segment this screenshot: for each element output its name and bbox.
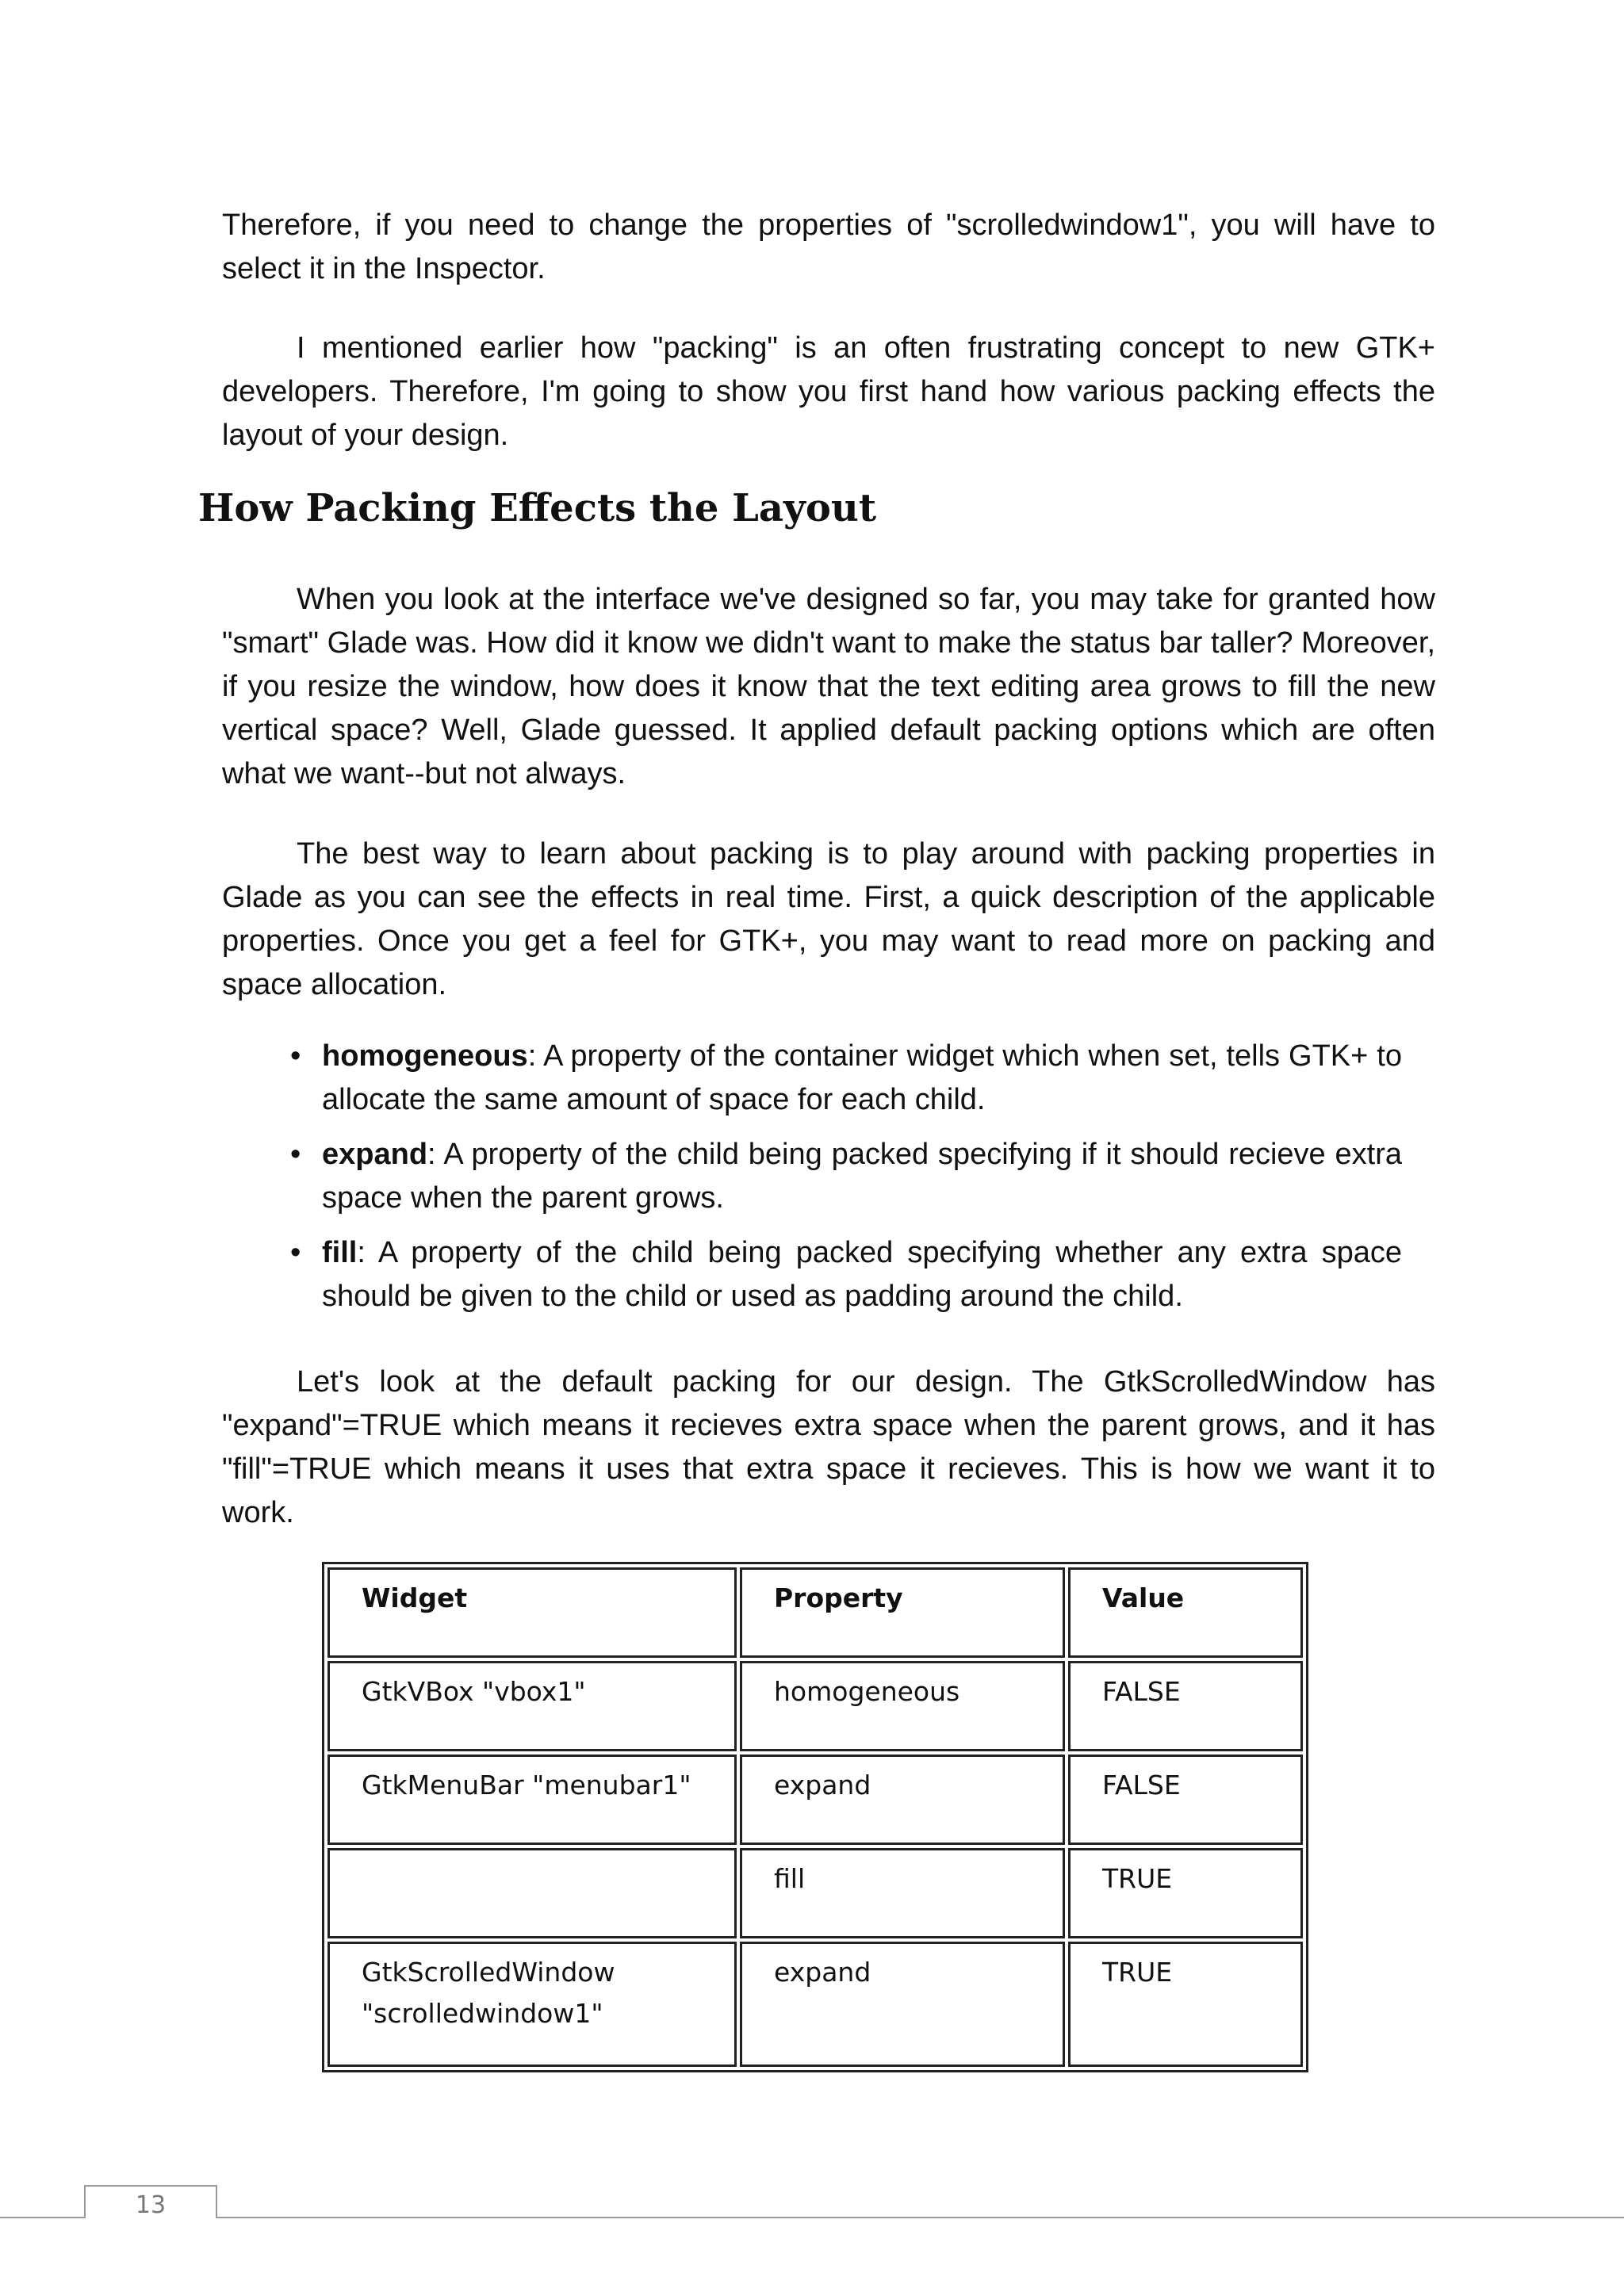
bullet-text: : A property of the child being packed specifying whether any extra space should be given to the child or used as padding around the child.: [322, 1236, 1402, 1313]
cell-value: TRUE: [1068, 1848, 1303, 1938]
paragraph-glade-guessed: When you look at the interface we've designed so far, you may take for granted how "smart" Glade was. How did it know we didn't want to make the status bar taller? Moreover, if you resize the window, how does it know that the text editing area grows to fill the new vertical space? Well, Glade guessed. It applied default packing options which are often what we want--but not always.: [222, 583, 1435, 790]
table-row: [327, 1755, 1303, 1845]
footer-rule: [0, 2217, 1624, 2218]
cell-value: TRUE: [1068, 1942, 1303, 2067]
cell-widget: GtkScrolledWindow "scrolledwindow1": [327, 1942, 737, 2067]
table-row: [327, 1942, 1303, 2067]
paragraph-learn-packing: The best way to learn about packing is to play around with packing properties in Glade as you can see the effects in real time. First, a quick description of the applicable properties. Once you get a feel for GTK+, you may want to read more on packing and space allocation.: [222, 837, 1435, 1001]
page-number: 13: [135, 2191, 167, 2219]
bullet-term: expand: [322, 1138, 428, 1171]
bullet-fill: [290, 1231, 1402, 1318]
header-value: Value: [1068, 1567, 1303, 1658]
cell-widget: GtkVBox "vbox1": [327, 1661, 737, 1751]
header-property: Property: [740, 1567, 1065, 1658]
property-bullet-list: [290, 1035, 1402, 1330]
cell-widget: [327, 1848, 737, 1938]
bullet-icon: •: [290, 1039, 301, 1073]
bullet-text: : A property of the container widget which when set, tells GTK+ to allocate the same amount of space for each child.: [322, 1039, 1402, 1116]
header-widget: Widget: [327, 1567, 737, 1658]
section-heading: How Packing Effects the Layout: [198, 486, 876, 530]
paragraph-default-packing: Let's look at the default packing for our design. The GtkScrolledWindow has "expand"=TRUE which means it recieves extra space when the parent grows, and it has "fill"=TRUE which means it uses that extra space it recieves. This is how we want it to work.: [222, 1365, 1435, 1529]
paragraph-packing-intro: I mentioned earlier how "packing" is an often frustrating concept to new GTK+ developers. Therefore, I'm going to show you first hand how various packing effects the layout of your design.: [222, 331, 1435, 452]
cell-property: expand: [740, 1942, 1065, 2067]
cell-property: homogeneous: [740, 1661, 1065, 1751]
table-row: [327, 1661, 1303, 1751]
cell-property: expand: [740, 1755, 1065, 1845]
packing-properties-table: [322, 1562, 1308, 2072]
bullet-term: homogeneous: [322, 1039, 528, 1073]
bullet-homogeneous: [290, 1035, 1402, 1122]
cell-widget: GtkMenuBar "menubar1": [327, 1755, 737, 1845]
cell-value: FALSE: [1068, 1661, 1303, 1751]
bullet-icon: •: [290, 1138, 301, 1171]
cell-property: fill: [740, 1848, 1065, 1938]
paragraph-scrolledwindow-note: Therefore, if you need to change the properties of "scrolledwindow1", you will have to select it in the Inspector.: [222, 209, 1435, 285]
packing-table-container: [322, 1562, 1308, 2072]
bullet-icon: •: [290, 1236, 301, 1269]
cell-value: FALSE: [1068, 1755, 1303, 1845]
bullet-term: fill: [322, 1236, 358, 1269]
bullet-text: : A property of the child being packed specifying if it should recieve extra space when the parent grows.: [322, 1138, 1402, 1215]
table-row: [327, 1848, 1303, 1938]
bullet-expand: [290, 1133, 1402, 1220]
table-header-row: [327, 1567, 1303, 1658]
